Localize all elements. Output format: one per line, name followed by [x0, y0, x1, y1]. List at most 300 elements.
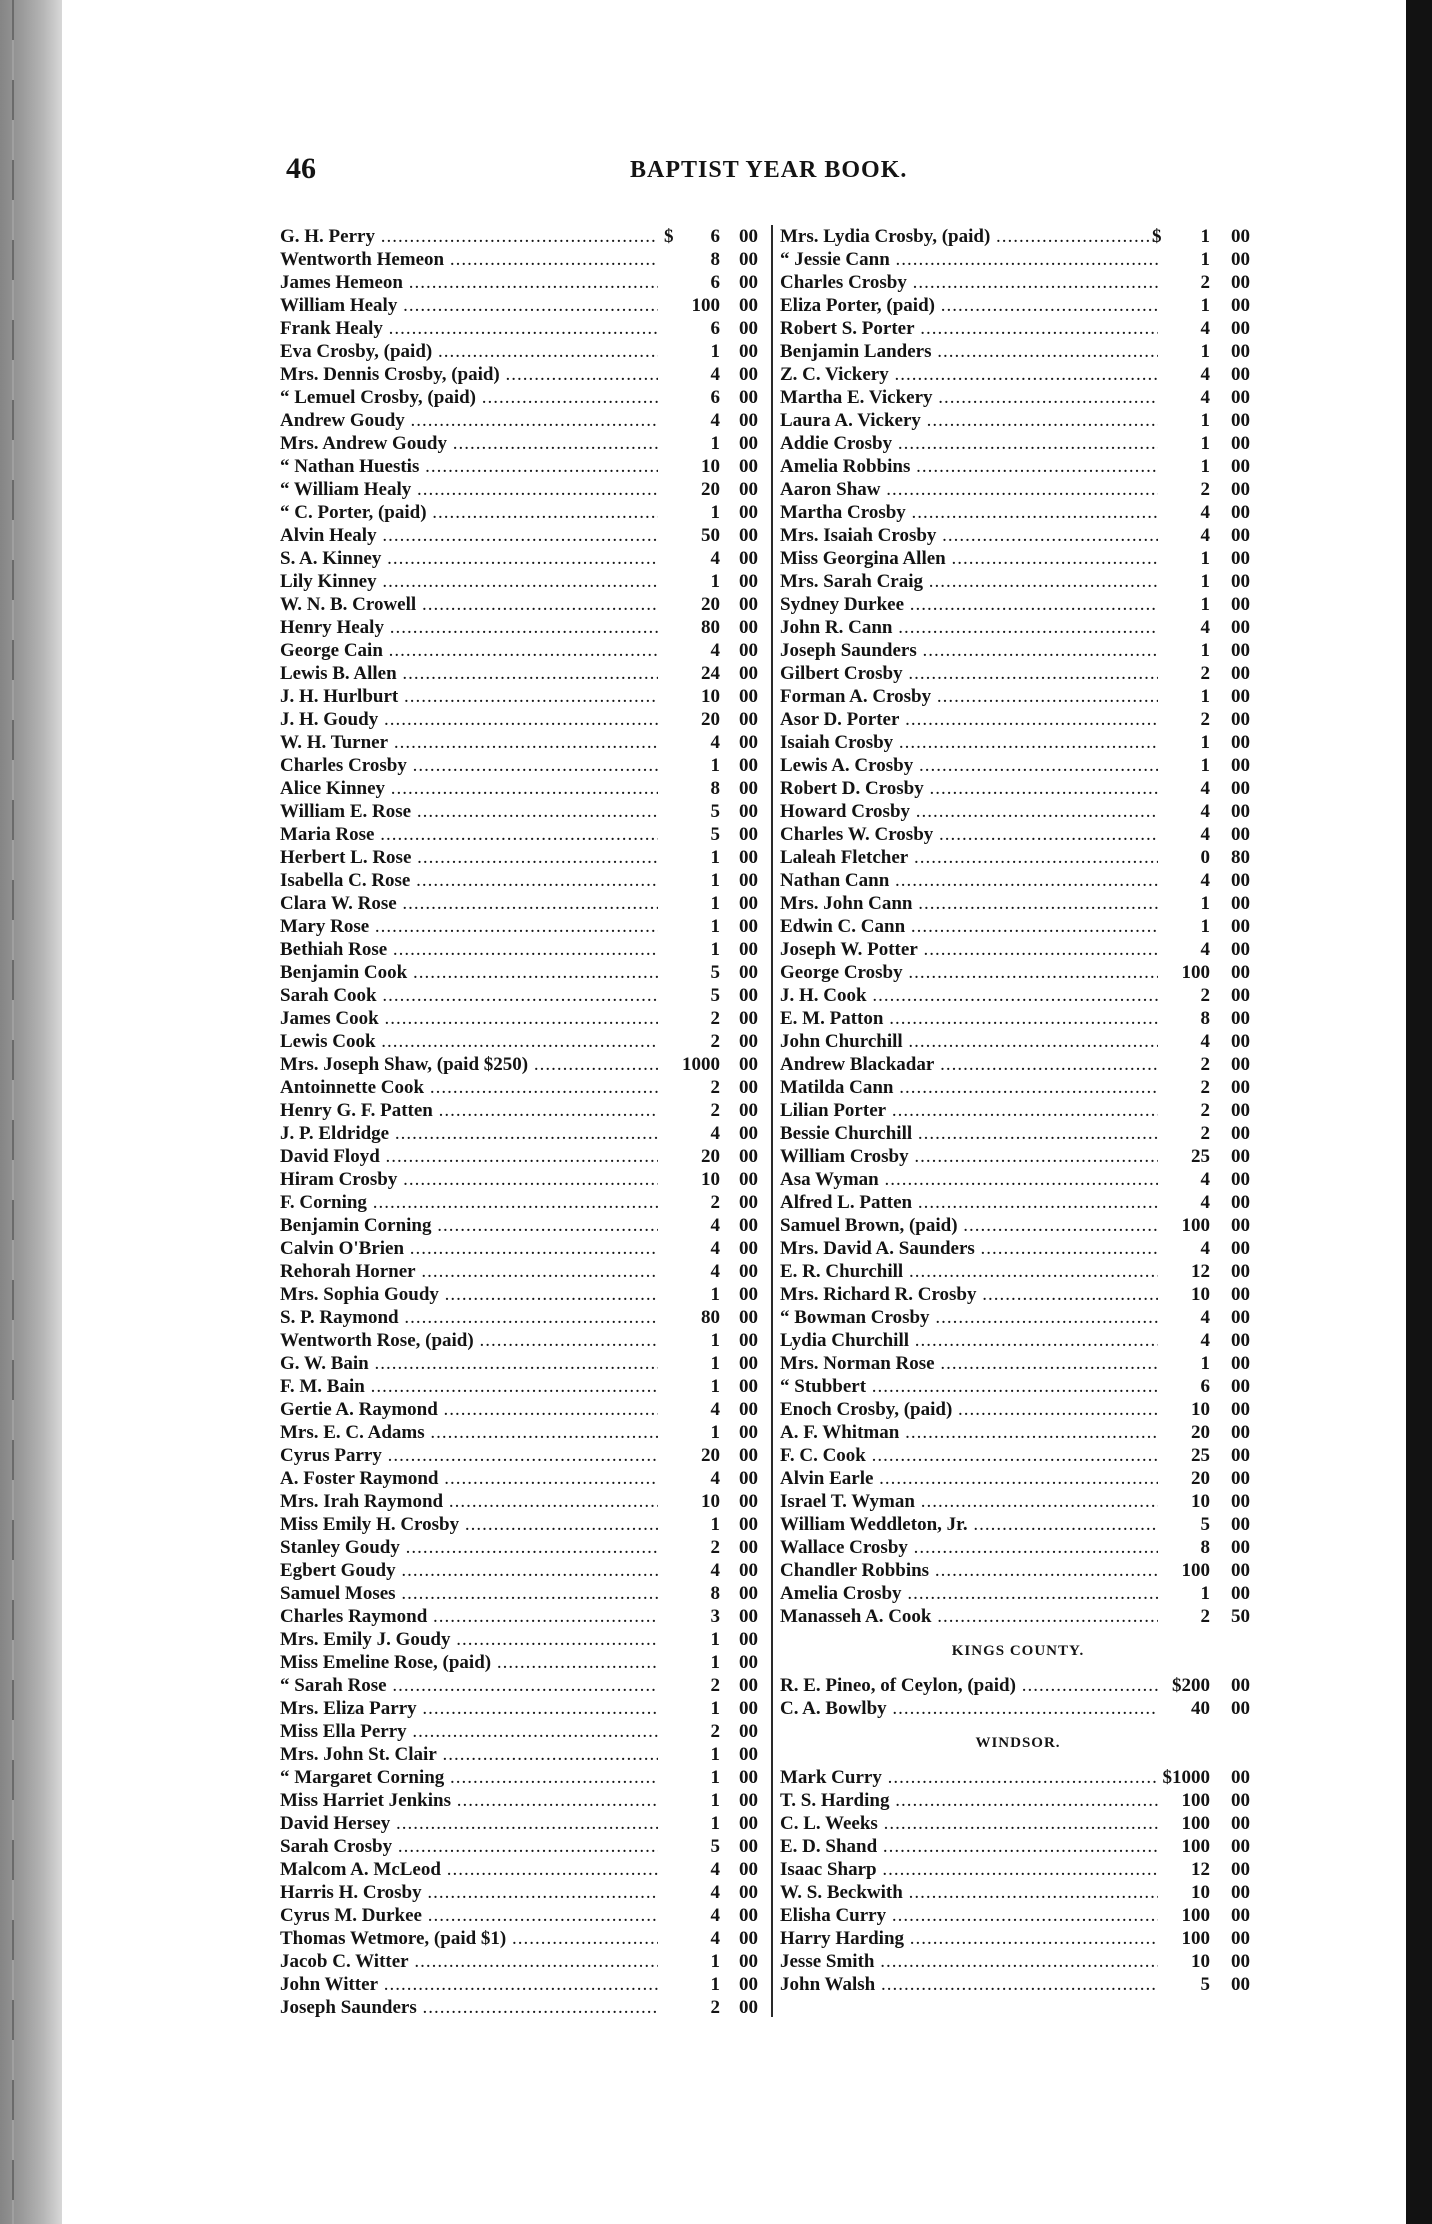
subscriber-name: Benjamin Corning .....: [280, 1214, 658, 1237]
amount-dollars: 5: [1200, 1974, 1210, 1995]
list-item: [280, 1053, 770, 1076]
subscriber-name: “ Sarah Rose .....: [280, 1674, 658, 1697]
list-item: [280, 478, 770, 501]
amount-cents: 00: [1231, 686, 1250, 707]
amount-cents: 00: [1231, 1537, 1250, 1558]
amount-dollars: 20: [1191, 1468, 1210, 1489]
amount-cents: 00: [1231, 617, 1250, 638]
amount-cents: 00: [739, 272, 758, 293]
subscriber-name: E. M. Patton .....: [780, 1007, 1158, 1030]
amount-cents: 00: [739, 1376, 758, 1397]
amount-dollars: 100: [691, 295, 720, 316]
amount-dollars: 2: [1200, 709, 1210, 730]
amount-dollars: 1: [710, 1698, 720, 1719]
amount-cents: 00: [1231, 663, 1250, 684]
amount-cents: 00: [739, 1928, 758, 1949]
list-item: [780, 1237, 1256, 1260]
subscriber-name: Martha E. Vickery .....: [780, 386, 1158, 409]
amount-cents: 00: [739, 755, 758, 776]
amount-cents: 00: [739, 985, 758, 1006]
amount-cents: 00: [739, 939, 758, 960]
subscriber-name: Miss Ella Perry .....: [280, 1720, 658, 1743]
list-item: [280, 961, 770, 984]
subscriber-name: G. W. Bain .....: [280, 1352, 658, 1375]
subscriber-name: Mrs. Lydia Crosby, (paid) .....: [780, 225, 1158, 248]
subscriber-name: Charles Crosby .....: [280, 754, 658, 777]
amount-cents: 00: [1231, 985, 1250, 1006]
amount-dollars: 8: [1200, 1537, 1210, 1558]
subscriber-name: W. N. B. Crowell .....: [280, 593, 658, 616]
subscriber-name: Miss Harriet Jenkins .....: [280, 1789, 658, 1812]
subscriber-name: J. H. Hurlburt .....: [280, 685, 658, 708]
amount-dollars: 1: [710, 1974, 720, 1995]
amount-cents: 00: [739, 1560, 758, 1581]
amount-cents: 80: [1231, 847, 1250, 868]
subscriber-name: Z. C. Vickery .....: [780, 363, 1158, 386]
subscriber-name: Elisha Curry .....: [780, 1904, 1158, 1927]
amount-cents: 00: [1231, 1077, 1250, 1098]
list-item: [780, 1306, 1256, 1329]
subscriber-name: Mrs. Isaiah Crosby .....: [780, 524, 1158, 547]
amount-dollars: 1: [710, 870, 720, 891]
list-item: [280, 1766, 770, 1789]
amount-cents: 00: [1231, 1468, 1250, 1489]
list-item: [780, 1605, 1256, 1628]
currency-symbol: $: [664, 226, 674, 247]
amount-dollars: 100: [1181, 1813, 1210, 1834]
amount-dollars: 1: [710, 571, 720, 592]
list-item: [780, 1214, 1256, 1237]
amount-cents: 00: [739, 1445, 758, 1466]
amount-dollars: 10: [1191, 1882, 1210, 1903]
subscriber-name: Miss Georgina Allen .....: [780, 547, 1158, 570]
list-item: [280, 524, 770, 547]
amount-cents: 00: [739, 1767, 758, 1788]
subscriber-name: W. S. Beckwith .....: [780, 1881, 1158, 1904]
amount-dollars: 4: [1200, 778, 1210, 799]
subscriber-name: Bessie Churchill .....: [780, 1122, 1158, 1145]
subscriber-name: John Walsh .....: [780, 1973, 1158, 1996]
list-item: [780, 1191, 1256, 1214]
amount-cents: 00: [1231, 1974, 1250, 1995]
list-item: [780, 1582, 1256, 1605]
list-item: [280, 800, 770, 823]
subscriber-name: Charles Crosby .....: [780, 271, 1158, 294]
amount-cents: 00: [1231, 778, 1250, 799]
subscriber-name: Lydia Churchill .....: [780, 1329, 1158, 1352]
list-item: [280, 1398, 770, 1421]
amount-dollars: 1: [710, 1767, 720, 1788]
amount-dollars: 50: [701, 525, 720, 546]
list-item: [780, 1789, 1256, 1812]
amount-dollars: 4: [710, 1882, 720, 1903]
amount-cents: 00: [1231, 1169, 1250, 1190]
amount-dollars: 8: [710, 1583, 720, 1604]
subscriber-name: J. H. Cook .....: [780, 984, 1158, 1007]
amount-dollars: 4: [710, 1215, 720, 1236]
list-item: [780, 961, 1256, 984]
amount-dollars: 1: [710, 1284, 720, 1305]
subscriber-name: Alvin Earle .....: [780, 1467, 1158, 1490]
subscriber-name: Maria Rose .....: [280, 823, 658, 846]
list-item: [780, 524, 1256, 547]
subscriber-name: S. A. Kinney .....: [280, 547, 658, 570]
list-item: [780, 777, 1256, 800]
subscriber-name: Frank Healy .....: [280, 317, 658, 340]
amount-dollars: 4: [1200, 824, 1210, 845]
list-item: [280, 1145, 770, 1168]
list-item: [280, 294, 770, 317]
list-item: [280, 1996, 770, 2019]
amount-cents: 00: [739, 1836, 758, 1857]
amount-dollars: 5: [710, 962, 720, 983]
amount-dollars: 0: [1200, 847, 1210, 868]
amount-cents: 00: [1231, 249, 1250, 270]
list-item: [780, 1122, 1256, 1145]
amount-cents: 00: [1231, 1123, 1250, 1144]
subscriber-name: Miss Emily H. Crosby .....: [280, 1513, 658, 1536]
list-item: [280, 248, 770, 271]
list-item: [280, 1720, 770, 1743]
amount-cents: 00: [1231, 709, 1250, 730]
amount-cents: 00: [1231, 479, 1250, 500]
list-item: [280, 1881, 770, 1904]
amount-cents: 00: [739, 295, 758, 316]
subscriber-name: Mrs. Dennis Crosby, (paid) .....: [280, 363, 658, 386]
list-item: [280, 1214, 770, 1237]
amount-dollars: 2: [710, 1031, 720, 1052]
amount-cents: 00: [1231, 801, 1250, 822]
amount-cents: 00: [739, 1146, 758, 1167]
amount-cents: 00: [1231, 1698, 1250, 1719]
subscriber-name: Benjamin Cook .....: [280, 961, 658, 984]
subscriber-list-right: [780, 225, 1256, 1628]
amount-dollars: 12: [1191, 1261, 1210, 1282]
subscriber-name: Amelia Crosby .....: [780, 1582, 1158, 1605]
amount-cents: 00: [739, 1123, 758, 1144]
amount-cents: 00: [1231, 732, 1250, 753]
subscriber-name: Manasseh A. Cook .....: [780, 1605, 1158, 1628]
subscriber-name: “ Jessie Cann .....: [780, 248, 1158, 271]
subscriber-name: Eliza Porter, (paid) .....: [780, 294, 1158, 317]
subscriber-name: Isaiah Crosby .....: [780, 731, 1158, 754]
list-item: [280, 501, 770, 524]
amount-cents: 00: [1231, 502, 1250, 523]
amount-cents: 00: [739, 410, 758, 431]
amount-dollars: 2: [710, 1077, 720, 1098]
book-spine-edge: [0, 0, 62, 2224]
list-item: [280, 1904, 770, 1927]
amount-dollars: $1000: [1162, 1767, 1210, 1788]
list-item: [780, 639, 1256, 662]
amount-cents: 00: [739, 709, 758, 730]
list-item: [280, 1283, 770, 1306]
list-item: [280, 1743, 770, 1766]
amount-cents: 00: [739, 1652, 758, 1673]
subscriber-name: Joseph Saunders .....: [280, 1996, 658, 2019]
amount-dollars: 1: [1200, 456, 1210, 477]
list-item: [280, 869, 770, 892]
subscriber-name: Joseph Saunders .....: [780, 639, 1158, 662]
list-item: [780, 432, 1256, 455]
amount-dollars: 40: [1191, 1698, 1210, 1719]
amount-dollars: 2: [710, 1100, 720, 1121]
list-item: [780, 984, 1256, 1007]
amount-cents: 00: [1231, 1261, 1250, 1282]
amount-dollars: 5: [710, 985, 720, 1006]
list-item: [280, 271, 770, 294]
subscriber-name: Cyrus M. Durkee .....: [280, 1904, 658, 1927]
scan-border: [1406, 0, 1432, 2224]
amount-dollars: 100: [1181, 1560, 1210, 1581]
subscriber-name: Alfred L. Patten .....: [780, 1191, 1158, 1214]
list-item: [780, 570, 1256, 593]
amount-dollars: 4: [710, 640, 720, 661]
amount-cents: 00: [739, 479, 758, 500]
amount-dollars: 4: [710, 410, 720, 431]
list-item: [280, 685, 770, 708]
list-item: [280, 1559, 770, 1582]
amount-dollars: 1: [710, 1376, 720, 1397]
list-item: [280, 1973, 770, 1996]
amount-dollars: 80: [701, 617, 720, 638]
subscriber-name: Enoch Crosby, (paid) .....: [780, 1398, 1158, 1421]
amount-dollars: 4: [710, 1399, 720, 1420]
list-item: [280, 616, 770, 639]
amount-dollars: 1: [710, 1951, 720, 1972]
amount-dollars: 25: [1191, 1445, 1210, 1466]
list-item: [280, 1582, 770, 1605]
amount-dollars: 10: [1191, 1284, 1210, 1305]
list-item: [780, 938, 1256, 961]
subscriber-name: John Churchill .....: [780, 1030, 1158, 1053]
amount-cents: 00: [739, 1491, 758, 1512]
amount-dollars: 8: [1200, 1008, 1210, 1029]
amount-cents: 00: [739, 824, 758, 845]
list-item: [780, 1168, 1256, 1191]
list-item: [780, 754, 1256, 777]
list-item: [280, 915, 770, 938]
amount-dollars: 10: [701, 1169, 720, 1190]
amount-dollars: 1: [710, 755, 720, 776]
list-item: [280, 593, 770, 616]
amount-dollars: 1: [710, 502, 720, 523]
amount-dollars: 2: [1200, 1100, 1210, 1121]
amount-cents: 00: [1231, 1905, 1250, 1926]
amount-cents: 00: [1231, 548, 1250, 569]
page-number: 46: [286, 152, 316, 185]
amount-dollars: 1: [1200, 686, 1210, 707]
list-item: [280, 938, 770, 961]
list-item: [780, 1467, 1256, 1490]
subscriber-name: Martha Crosby .....: [780, 501, 1158, 524]
list-item: [280, 340, 770, 363]
subscriber-name: F. Corning .....: [280, 1191, 658, 1214]
subscriber-name: Charles Raymond .....: [280, 1605, 658, 1628]
amount-cents: 00: [1231, 916, 1250, 937]
amount-dollars: 2: [710, 1537, 720, 1558]
amount-dollars: 1: [710, 1652, 720, 1673]
amount-cents: 00: [739, 1468, 758, 1489]
subscriber-name: F. C. Cook .....: [780, 1444, 1158, 1467]
list-item: [780, 478, 1256, 501]
subscriber-name: Addie Crosby .....: [780, 432, 1158, 455]
amount-cents: 00: [1231, 525, 1250, 546]
list-item: [780, 1421, 1256, 1444]
amount-dollars: 1: [710, 1813, 720, 1834]
list-item: [780, 1444, 1256, 1467]
subscriber-name: Charles W. Crosby .....: [780, 823, 1158, 846]
subscriber-name: Mrs. David A. Saunders .....: [780, 1237, 1158, 1260]
amount-cents: 00: [1231, 387, 1250, 408]
column-divider: [771, 225, 773, 2017]
list-item: [280, 1950, 770, 1973]
amount-cents: 00: [739, 778, 758, 799]
amount-dollars: 4: [1200, 1169, 1210, 1190]
list-item: [280, 1467, 770, 1490]
list-item: [280, 1375, 770, 1398]
subscriber-name: “ Nathan Huestis .....: [280, 455, 658, 478]
subscriber-name: Sarah Cook .....: [280, 984, 658, 1007]
subscriber-name: Asa Wyman .....: [780, 1168, 1158, 1191]
amount-dollars: 4: [710, 1261, 720, 1282]
amount-dollars: 5: [710, 801, 720, 822]
subscriber-name: Israel T. Wyman .....: [780, 1490, 1158, 1513]
subscriber-name: “ Lemuel Crosby, (paid) .....: [280, 386, 658, 409]
subscriber-name: “ William Healy .....: [280, 478, 658, 501]
amount-dollars: 3: [710, 1606, 720, 1627]
subscriber-name: Robert S. Porter .....: [780, 317, 1158, 340]
subscriber-name: A. F. Whitman .....: [780, 1421, 1158, 1444]
subscriber-name: Stanley Goudy .....: [280, 1536, 658, 1559]
amount-cents: 00: [739, 847, 758, 868]
subscriber-name: Forman A. Crosby .....: [780, 685, 1158, 708]
amount-dollars: 4: [710, 1123, 720, 1144]
amount-dollars: 5: [710, 824, 720, 845]
list-item: [780, 386, 1256, 409]
amount-dollars: 4: [710, 548, 720, 569]
amount-cents: 00: [739, 1008, 758, 1029]
list-item: [280, 409, 770, 432]
list-item: [780, 915, 1256, 938]
amount-cents: 00: [739, 364, 758, 385]
amount-cents: 00: [1231, 1307, 1250, 1328]
currency-symbol: $: [1152, 226, 1162, 247]
list-item: [780, 1766, 1256, 1789]
list-item: [280, 1237, 770, 1260]
list-item: [280, 1421, 770, 1444]
amount-cents: 00: [739, 640, 758, 661]
amount-dollars: 2: [710, 1997, 720, 2018]
amount-cents: 00: [1231, 295, 1250, 316]
subscriber-name: Robert D. Crosby .....: [780, 777, 1158, 800]
subscriber-name: Laleah Fletcher .....: [780, 846, 1158, 869]
right-column: [780, 225, 1256, 1996]
list-item: [280, 846, 770, 869]
amount-cents: 00: [739, 1215, 758, 1236]
amount-dollars: 1: [1200, 295, 1210, 316]
amount-dollars: 1: [1200, 433, 1210, 454]
list-item: [280, 1007, 770, 1030]
subscriber-name: Chandler Robbins .....: [780, 1559, 1158, 1582]
subscriber-name: E. D. Shand .....: [780, 1835, 1158, 1858]
amount-dollars: 1: [1200, 640, 1210, 661]
amount-cents: 00: [1231, 1767, 1250, 1788]
list-item: [780, 1858, 1256, 1881]
list-item: [780, 662, 1256, 685]
amount-cents: 00: [739, 456, 758, 477]
subscriber-name: F. M. Bain .....: [280, 1375, 658, 1398]
amount-dollars: 1: [710, 1629, 720, 1650]
amount-cents: 00: [739, 1422, 758, 1443]
list-item: [780, 892, 1256, 915]
subscriber-name: Lewis A. Crosby .....: [780, 754, 1158, 777]
subscriber-list-kings-county: [780, 1674, 1256, 1720]
subscriber-name: Wentworth Hemeon .....: [280, 248, 658, 271]
amount-dollars: 2: [1200, 663, 1210, 684]
subscriber-name: J. H. Goudy .....: [280, 708, 658, 731]
subscriber-name: William Healy .....: [280, 294, 658, 317]
subscriber-name: “ Margaret Corning .....: [280, 1766, 658, 1789]
amount-cents: 00: [739, 962, 758, 983]
amount-cents: 00: [739, 1284, 758, 1305]
amount-dollars: 100: [1181, 1928, 1210, 1949]
amount-dollars: 24: [701, 663, 720, 684]
list-item: [280, 1329, 770, 1352]
amount-cents: 00: [1231, 1951, 1250, 1972]
subscriber-name: Benjamin Landers .....: [780, 340, 1158, 363]
subscriber-name: Sarah Crosby .....: [280, 1835, 658, 1858]
list-item: [780, 340, 1256, 363]
amount-cents: 00: [1231, 1445, 1250, 1466]
amount-cents: 00: [739, 341, 758, 362]
amount-cents: 00: [739, 1859, 758, 1880]
subscriber-name: T. S. Harding .....: [780, 1789, 1158, 1812]
list-item: [780, 1490, 1256, 1513]
subscriber-name: Harry Harding .....: [780, 1927, 1158, 1950]
list-item: [280, 570, 770, 593]
list-item: [280, 1122, 770, 1145]
subscriber-name: Asor D. Porter .....: [780, 708, 1158, 731]
amount-dollars: 10: [701, 1491, 720, 1512]
list-item: [780, 1007, 1256, 1030]
list-item: [780, 1375, 1256, 1398]
amount-cents: 00: [1231, 226, 1250, 247]
amount-cents: 00: [1231, 824, 1250, 845]
amount-dollars: 1: [710, 1353, 720, 1374]
amount-cents: 00: [739, 226, 758, 247]
list-item: [780, 363, 1256, 386]
subscriber-name: John Witter .....: [280, 1973, 658, 1996]
amount-dollars: 1: [710, 1790, 720, 1811]
amount-cents: 00: [739, 686, 758, 707]
amount-cents: 00: [1231, 594, 1250, 615]
list-item: [280, 317, 770, 340]
subscriber-name: Harris H. Crosby .....: [280, 1881, 658, 1904]
list-item: [780, 1835, 1256, 1858]
amount-dollars: 1: [1200, 916, 1210, 937]
amount-cents: 00: [1231, 1146, 1250, 1167]
amount-cents: 00: [739, 1882, 758, 1903]
subscriber-name: James Cook .....: [280, 1007, 658, 1030]
subscriber-list-left: [280, 225, 770, 2019]
amount-cents: 00: [739, 1169, 758, 1190]
list-item: [780, 1536, 1256, 1559]
amount-dollars: 6: [1200, 1376, 1210, 1397]
amount-dollars: 6: [710, 226, 720, 247]
amount-dollars: 8: [710, 778, 720, 799]
amount-dollars: 20: [701, 594, 720, 615]
